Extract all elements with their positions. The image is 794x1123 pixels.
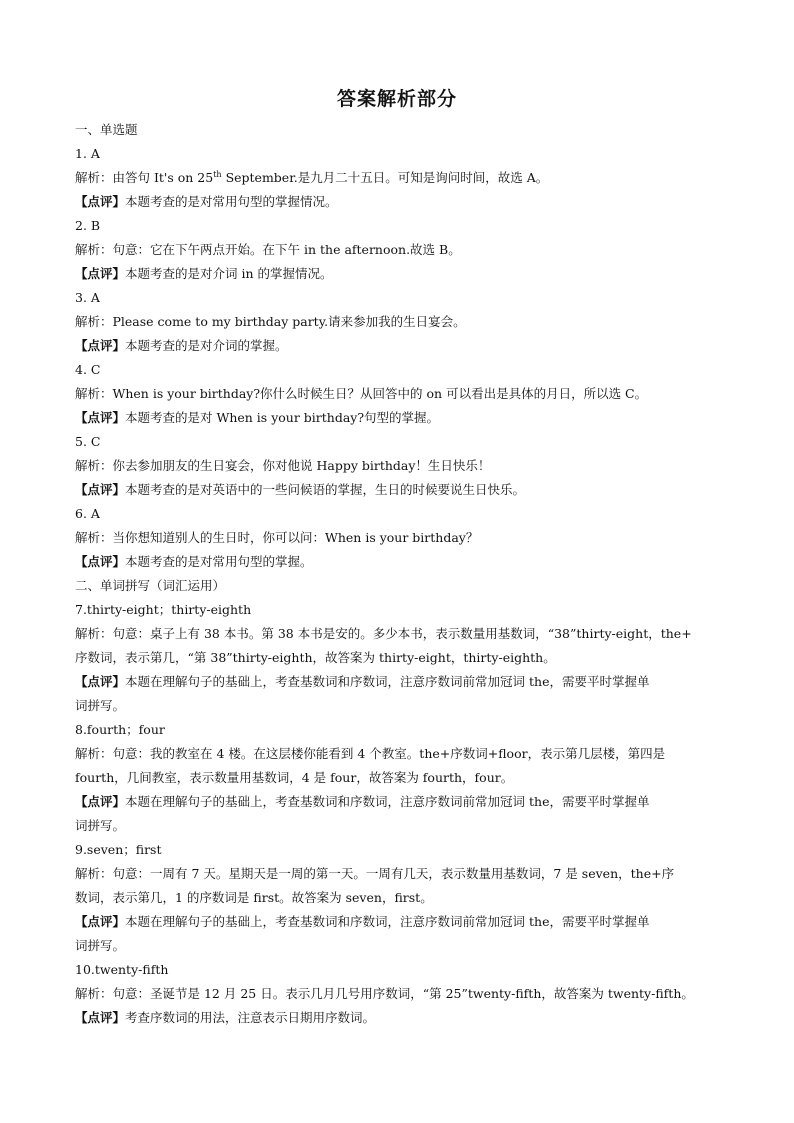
q7-analysis-line-2: 序数词，表示第几，“第 38”thirty-eighth，故答案为 thirty-eight，thirty-eighth。	[75, 650, 556, 665]
q1-analysis: 解析：由答句 It's on 25th September.是九月二十五日。可知是询问时间，故选 A。	[75, 169, 549, 185]
q9-analysis-line-1: 解析：句意：一周有 7 天。星期天是一周的第一天。一周有几天，表示数量用基数词，7 是 seven，the+序	[75, 866, 675, 881]
comment-tag: 【点评】	[75, 1010, 126, 1025]
q8-answer: 8.fourth；four	[75, 722, 165, 737]
q6-answer: 6. A	[75, 506, 100, 521]
q8-analysis-line-1: 解析：句意：我的教室在 4 楼。在这层楼你能看到 4 个教室。the+序数词+floor，表示第几层楼，第四是	[75, 746, 666, 761]
q3-comment: 【点评】本题考查的是对介词的掌握。	[75, 338, 288, 353]
q5-comment: 【点评】本题考查的是对英语中的一些问候语的掌握，生日的时候要说生日快乐。	[75, 482, 526, 497]
q5-answer: 5. C	[75, 434, 101, 449]
q4-comment: 【点评】本题考查的是对 When is your birthday?句型的掌握。	[75, 410, 440, 425]
q8-analysis-line-2: fourth，几间教室，表示数量用基数词，4 是 four，故答案为 fourth，four。	[75, 770, 514, 785]
q2-analysis: 解析：句意：它在下午两点开始。在下午 in the afternoon.故选 B。	[75, 242, 461, 257]
comment-tag: 【点评】	[75, 554, 126, 569]
q6-analysis: 解析：当你想知道别人的生日时，你可以问：When is your birthday？	[75, 530, 479, 545]
q2-answer: 2. B	[75, 218, 101, 233]
q2-comment: 【点评】本题考查的是对介词 in 的掌握情况。	[75, 266, 333, 281]
q10-comment: 【点评】考查序数词的用法，注意表示日期用序数词。	[75, 1010, 376, 1025]
comment-tag: 【点评】	[75, 674, 126, 689]
comment-tag: 【点评】	[75, 194, 126, 209]
q7-comment-line-2: 词拼写。	[75, 698, 126, 713]
q3-answer: 3. A	[75, 290, 100, 305]
q10-analysis: 解析：句意：圣诞节是 12 月 25 日。表示几月几号用序数词，“第 25”twenty-fifth，故答案为 twenty-fifth。	[75, 986, 694, 1001]
q9-answer: 9.seven；first	[75, 842, 162, 857]
q3-analysis: 解析：Please come to my birthday party.请来参加我的生日宴会。	[75, 314, 466, 329]
comment-tag: 【点评】	[75, 266, 126, 281]
q8-comment-line-2: 词拼写。	[75, 818, 126, 833]
comment-tag: 【点评】	[75, 794, 126, 809]
comment-tag: 【点评】	[75, 410, 126, 425]
comment-tag: 【点评】	[75, 338, 126, 353]
q4-analysis: 解析：When is your birthday?你什么时候生日？从回答中的 on 可以看出是具体的月日，所以选 C。	[75, 386, 648, 401]
page-title: 答案解析部分	[336, 88, 457, 110]
q8-comment-line-1: 【点评】本题在理解句子的基础上，考查基数词和序数词，注意序数词前常加冠词 the，需要平时掌握单	[75, 794, 650, 809]
comment-tag: 【点评】	[75, 914, 126, 929]
q7-analysis-line-1: 解析：句意：桌子上有 38 本书。第 38 本书是安的。多少本书，表示数量用基数词，“38”thirty-eight，the+	[75, 626, 692, 641]
q9-comment-line-2: 词拼写。	[75, 938, 126, 953]
q7-comment-line-1: 【点评】本题在理解句子的基础上，考查基数词和序数词，注意序数词前常加冠词 the，需要平时掌握单	[75, 674, 650, 689]
comment-tag: 【点评】	[75, 482, 126, 497]
section-heading-word-spelling: 二、单词拼写（词汇运用）	[75, 578, 226, 593]
q1-superscript: th	[213, 169, 222, 179]
q4-answer: 4. C	[75, 362, 101, 377]
answer-content	[75, 118, 725, 1030]
q7-answer: 7.thirty-eight；thirty-eighth	[75, 602, 252, 617]
q1-answer: 1. A	[75, 146, 100, 161]
q5-analysis: 解析：你去参加朋友的生日宴会，你对他说 Happy birthday！生日快乐！	[75, 458, 491, 473]
section-heading-single-choice: 一、单选题	[75, 122, 138, 137]
q1-comment: 【点评】本题考查的是对常用句型的掌握情况。	[75, 194, 338, 209]
q6-comment: 【点评】本题考查的是对常用句型的掌握。	[75, 554, 313, 569]
q9-analysis-line-2: 数词，表示第几，1 的序数词是 first。故答案为 seven，first。	[75, 890, 433, 905]
q10-answer: 10.twenty-fifth	[75, 962, 169, 977]
q9-comment-line-1: 【点评】本题在理解句子的基础上，考查基数词和序数词，注意序数词前常加冠词 the，需要平时掌握单	[75, 914, 650, 929]
